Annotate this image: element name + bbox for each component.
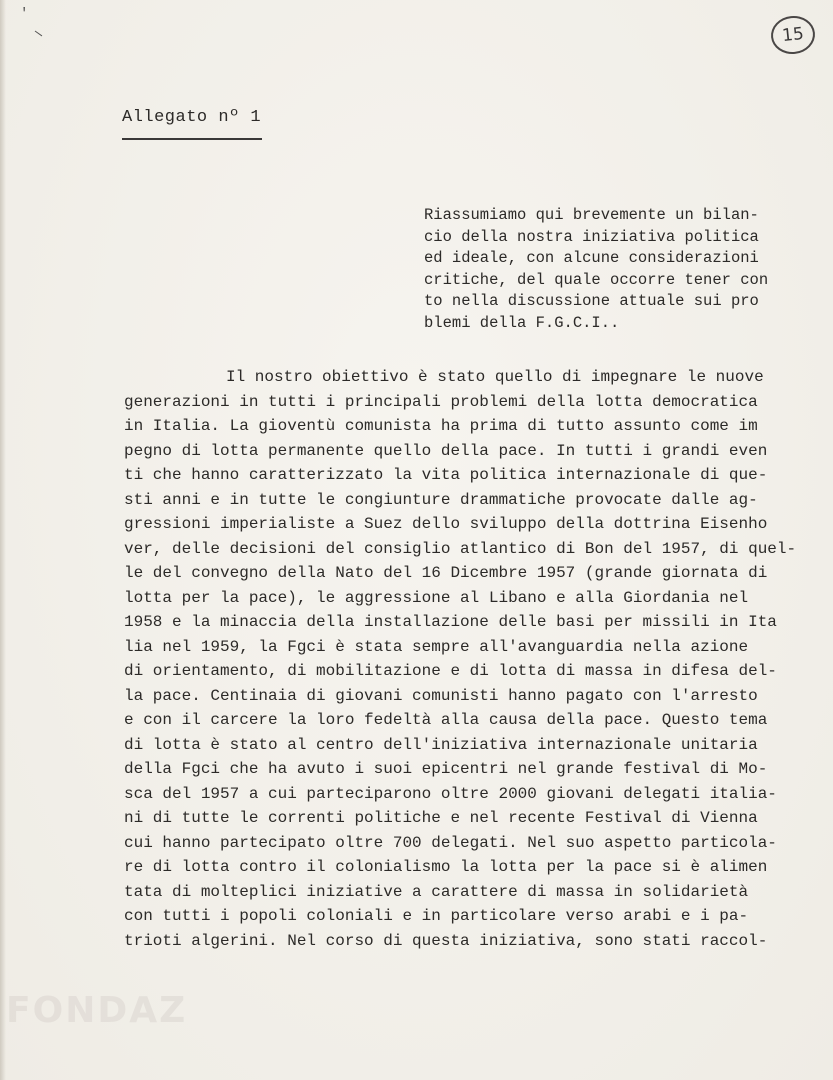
- page-number-stamp: [769, 14, 817, 56]
- summary-line: cio della nostra iniziativa politica: [424, 227, 759, 246]
- body-line: sti anni e in tutte le congiunture drammatiche provocate dalle ag-: [124, 490, 758, 509]
- heading-underline: [122, 138, 262, 140]
- summary-line: to nella discussione attuale sui pro: [424, 292, 759, 310]
- punch-mark: ': [20, 6, 29, 22]
- pen-mark: —: [30, 25, 47, 43]
- body-line: ni di tutte le correnti politiche e nel recente Festival di Vienna: [124, 809, 758, 827]
- body-line: di orientamento, di mobilitazione e di lotta di massa in difesa del-: [124, 662, 777, 680]
- body-line: ti che hanno caratterizzato la vita politica internazionale di que-: [124, 466, 768, 484]
- body-line: di lotta è stato al centro dell'iniziativa internazionale unitaria: [124, 735, 758, 754]
- faded-watermark: FONDAZ: [6, 990, 188, 1031]
- body-line: cui hanno partecipato oltre 700 delegati. Nel suo aspetto particola-: [124, 833, 777, 852]
- body-line: trioti algerini. Nel corso di questa iniziativa, sono stati raccol-: [124, 931, 768, 950]
- summary-line: ed ideale, con alcune considerazioni: [424, 249, 759, 267]
- body-line: 1958 e la minaccia della installazione delle basi per missili in Ita: [124, 613, 777, 631]
- page-number: 15: [781, 23, 805, 47]
- body-line: Il nostro obiettivo è stato quello di impegnare le nuove: [226, 368, 764, 386]
- body-line: con tutti i popoli coloniali e in particolare verso arabi e i pa-: [124, 907, 749, 925]
- body-line: lia nel 1959, la Fgci è stata sempre all'avanguardia nella azione: [124, 637, 749, 656]
- body-line: le del convegno della Nato del 16 Dicembre 1957 (grande giornata di: [124, 564, 768, 582]
- body-line: generazioni in tutti i principali problemi della lotta democratica: [124, 392, 758, 411]
- body-line: ver, delle decisioni del consiglio atlantico di Bon del 1957, di quel-: [124, 539, 797, 558]
- page-edge: [0, 0, 6, 1080]
- body-line: gressioni imperialiste a Suez dello sviluppo della dottrina Eisenho: [124, 515, 768, 533]
- summary-block: [424, 205, 794, 334]
- body-text: [124, 365, 814, 953]
- body-line: sca del 1957 a cui parteciparono oltre 2000 giovani delegati italia-: [124, 784, 777, 803]
- body-line: e con il carcere la loro fedeltà alla causa della pace. Questo tema: [124, 711, 768, 729]
- body-line: pegno di lotta permanente quello della pace. In tutti i grandi even: [124, 441, 768, 460]
- heading: Allegato nº 1: [122, 108, 262, 127]
- body-line: della Fgci che ha avuto i suoi epicentri nel grande festival di Mo-: [124, 760, 768, 778]
- body-line: in Italia. La gioventù comunista ha prima di tutto assunto come im: [124, 417, 758, 435]
- body-line: re di lotta contro il colonialismo la lotta per la pace si è alimen: [124, 858, 768, 876]
- body-line: tata di molteplici iniziative a carattere di massa in solidarietà: [124, 882, 749, 901]
- body-line: lotta per la pace), le aggressione al Libano e alla Giordania nel: [124, 588, 749, 607]
- summary-line: Riassumiamo qui brevemente un bilan-: [424, 206, 759, 224]
- summary-line: critiche, del quale occorre tener con: [424, 270, 769, 289]
- body-line: la pace. Centinaia di giovani comunisti hanno pagato con l'arresto: [124, 686, 758, 705]
- summary-line: blemi della F.G.C.I..: [424, 313, 620, 332]
